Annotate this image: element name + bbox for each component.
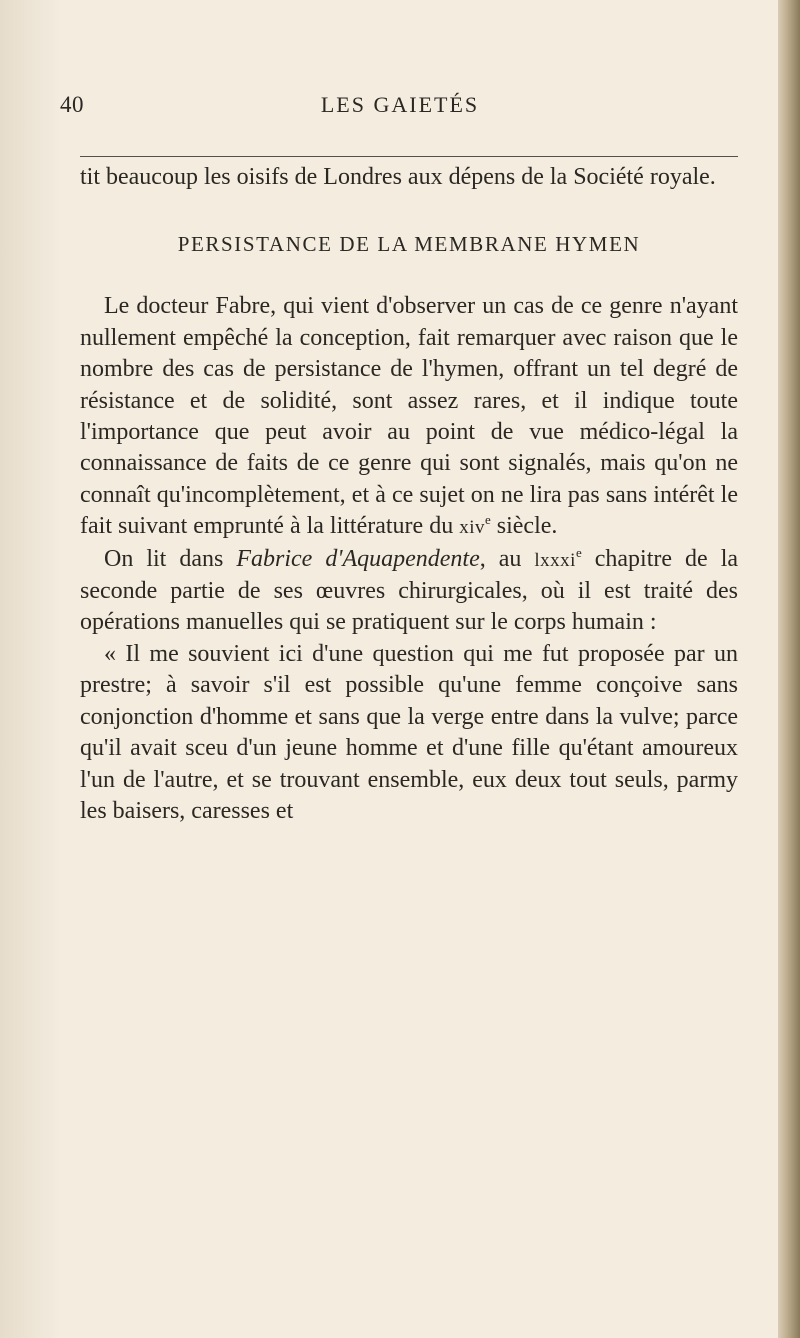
section-title: PERSISTANCE DE LA MEMBRANE HYMEN xyxy=(177,232,641,257)
century-roman: xiv xyxy=(459,517,485,539)
header-rule xyxy=(80,156,738,157)
chapter-sup: e xyxy=(575,544,582,560)
page-shadow xyxy=(0,0,60,1338)
p2-rest: chapitre de la seconde partie de ses œuvres chirurgicales, où il est traité des opérations manuelles qui se pratiquent sur le corps humain : xyxy=(80,545,739,636)
paragraph-2 xyxy=(80,544,738,639)
paragraph-1-text: Le docteur Fabre, qui vient d'observer un cas de ce genre n'ayant nullement empêché la conception, fait remarquer avec raison que le nombre des cas de persistance de l'hymen, offrant un tel degré de résistance et de solidité, sont assez rares, et il indique toute l'importance que peut avoir au point de vue médico-légal la connaissance de faits de ce genre qui sont signalés, mais qu'on ne connaît qu'incomplètement, et à ce sujet on ne lira pas sans intérêt le fait suivant emprunté à la littérature du xyxy=(80,293,738,540)
paragraph-3: « Il me souvient ici d'une question qui me fut proposée par un prestre; à savoir s'il est possible qu'une femme conçoive sans conjonction d'homme et sans que la verge entre dans la vulve; parce qu'il avait sceu d'un jeune homme et d'une fille qu'étant amoureux l'un de l'autre, et se trouvant ensemble, eux deux tout seuls, parmy les baisers, caresses et xyxy=(80,640,738,824)
continuation-paragraph: tit beaucoup les oisifs de Londres aux dépens de la Société royale. xyxy=(80,164,716,190)
page-edge xyxy=(778,0,800,1338)
page-body xyxy=(80,162,738,827)
p2-mid: , au xyxy=(479,545,535,572)
book-title: Fabrice d'Aquapendente xyxy=(236,545,480,572)
paragraph-1 xyxy=(80,291,738,543)
paragraph-1-end: siècle. xyxy=(490,513,558,540)
p2-start: On lit dans xyxy=(104,545,237,572)
page-header xyxy=(60,92,740,122)
century-sup: e xyxy=(484,512,491,528)
page-number: 40 xyxy=(60,92,84,117)
running-title: LES GAIETÉS xyxy=(320,92,480,117)
chapter-roman: lxxxi xyxy=(534,549,576,571)
